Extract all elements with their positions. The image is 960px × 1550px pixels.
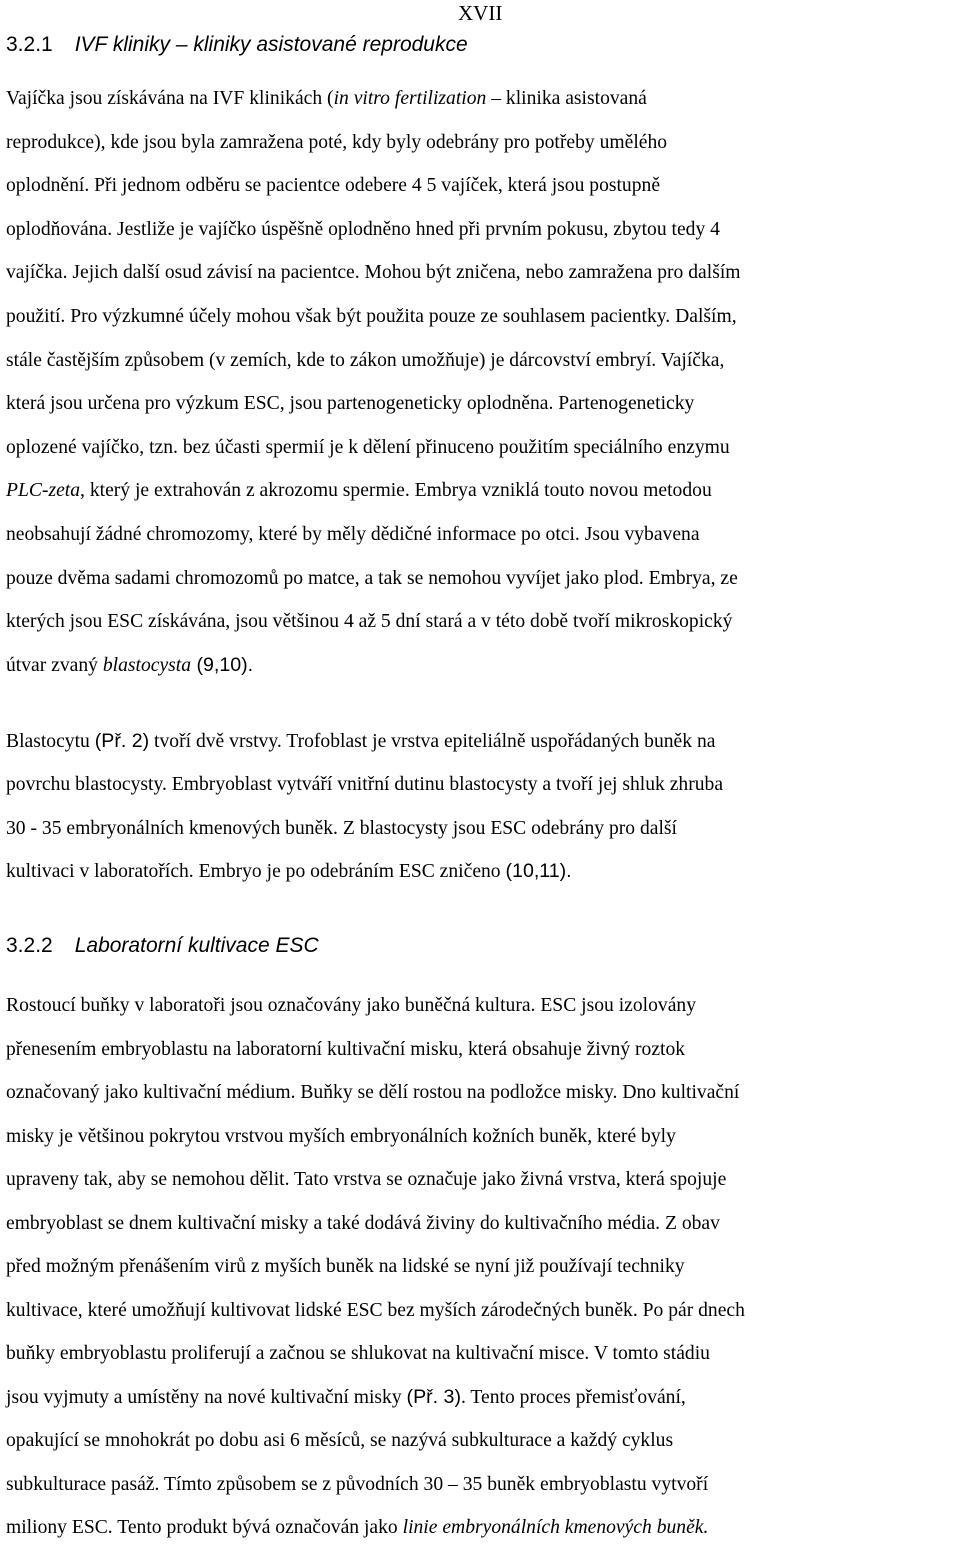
text-line: neobsahují žádné chromozomy, které by měly dědičné informace po otci. Jsou vybavena bbox=[6, 523, 700, 545]
section-title: Laboratorní kultivace ESC bbox=[74, 934, 319, 957]
text-line: subkulturace pasáž. Tímto způsobem se z původních 30 – 35 buněk embryoblastu vytvoří bbox=[6, 1473, 709, 1495]
text-line: miliony ESC. Tento produkt bývá označován jako linie embryonálních kmenových buněk. bbox=[6, 1517, 709, 1538]
text-line: útvar zvaný blastocysta (9,10). bbox=[6, 653, 254, 676]
citation: (9,10). bbox=[191, 653, 254, 676]
text-line: vajíčka. Jejich další osud závisí na pacientce. Mohou být zničena, nebo zamražena pro dalším bbox=[6, 262, 741, 284]
text-line: opakující se mnohokrát po dobu asi 6 měsíců, se nazývá subkulturace a každý cyklus bbox=[6, 1430, 674, 1451]
figure-reference: (Př. 3) bbox=[406, 1385, 461, 1408]
section-heading-3-2-2 bbox=[6, 933, 319, 959]
text-line: Rostoucí buňky v laboratoři jsou označovány jako buněčná kultura. ESC jsou izolovány bbox=[6, 995, 697, 1016]
text-line: pouze dvěma sadami chromozomů po matce, a tak se nemohou vyvíjet jako plod. Embrya, ze bbox=[6, 567, 738, 589]
text-line: jsou vyjmuty a umístěny na nové kultivační misky (Př. 3). Tento proces přemisťování, bbox=[6, 1385, 686, 1408]
text-line: přenesením embryoblastu na laboratorní kultivační misku, která obsahuje živný roztok bbox=[6, 1038, 686, 1060]
italic-term: blastocysta bbox=[102, 654, 192, 676]
text-line: použití. Pro výzkumné účely mohou však být použita pouze ze souhlasem pacientky. Dalším, bbox=[6, 305, 737, 327]
text-line: PLC-zeta, který je extrahován z akrozomu spermie. Embrya vzniklá touto novou metodou bbox=[6, 480, 712, 502]
text-line: stále častějším způsobem (v zemích, kde to zákon umožňuje) je dárcovství embryí. Vajíčka, bbox=[6, 349, 725, 371]
italic-term: linie embryonálních kmenových buněk. bbox=[402, 1517, 709, 1538]
text-line: oplozené vajíčko, tzn. bez účasti spermií je k dělení přinuceno použitím speciálního enzymu bbox=[6, 436, 730, 458]
text-line: embryoblast se dnem kultivační misky a také dodává živiny do kultivačního média. Z obav bbox=[6, 1212, 720, 1234]
text-line: povrchu blastocysty. Embryoblast vytváří vnitřní dutinu blastocysty a tvoří jej shluk zhruba bbox=[6, 774, 724, 796]
text-line: reprodukce), kde jsou byla zamražena poté, kdy byly odebrány pro potřeby umělého bbox=[6, 131, 668, 153]
citation: (10,11). bbox=[505, 859, 572, 882]
paragraph-ivf-clinics bbox=[6, 77, 956, 687]
paragraph-laboratory-cultivation bbox=[6, 984, 956, 1550]
text-line: 30 - 35 embryonálních kmenových buněk. Z blastocysty jsou ESC odebrány pro další bbox=[6, 817, 677, 839]
text-line: kterých jsou ESC získávána, jsou většinou 4 až 5 dní stará a v této době tvoří mikroskopický bbox=[6, 611, 733, 633]
paragraph-blastocyst bbox=[6, 720, 956, 893]
text-line: Vajíčka jsou získávána na IVF klinikách (in vitro fertilization – klinika asistovaná bbox=[6, 88, 647, 109]
text-line: oplodnění. Při jednom odběru se pacientce odebere 4 5 vajíček, která jsou postupně bbox=[6, 175, 661, 197]
section-title: IVF kliniky – kliniky asistované reprodukce bbox=[74, 33, 468, 56]
text-line: která jsou určena pro výzkum ESC, jsou partenogeneticky oplodněna. Partenogeneticky bbox=[6, 393, 695, 415]
page-number: XVII bbox=[458, 1, 503, 25]
text-line: oplodňována. Jestliže je vajíčko úspěšně oplodněno hned při prvním pokusu, zbytou tedy 4 bbox=[6, 218, 720, 240]
text-line: misky je většinou pokrytou vrstvou myších embryonálních kožních buněk, které byly bbox=[6, 1125, 676, 1147]
text-line: Blastocytu (Př. 2) tvoří dvě vrstvy. Trofoblast je vrstva epiteliálně uspořádaných buněk na bbox=[6, 730, 716, 752]
text-line: kultivaci v laboratořích. Embryo je po odebráním ESC zničeno (10,11). bbox=[6, 859, 572, 882]
section-number: 3.2.1 bbox=[6, 33, 53, 56]
section-number: 3.2.2 bbox=[6, 934, 53, 957]
text-line: označovaný jako kultivační médium. Buňky se dělí rostou na podložce misky. Dno kultivační bbox=[6, 1082, 740, 1103]
text-line: upraveny tak, aby se nemohou dělit. Tato vrstva se označuje jako živná vrstva, která spojuje bbox=[6, 1169, 727, 1190]
text-line: buňky embryoblastu proliferují a začnou se shlukovat na kultivační misce. V tomto stádiu bbox=[6, 1343, 710, 1364]
figure-reference: (Př. 2) bbox=[94, 730, 150, 752]
text-line: před možným přenášením virů z myších buněk na lidské se nyní již používají techniky bbox=[6, 1256, 685, 1277]
text-line: kultivace, které umožňují kultivovat lidské ESC bez myších zárodečných buněk. Po pár dnech bbox=[6, 1299, 745, 1321]
italic-term: PLC-zeta bbox=[6, 480, 81, 502]
italic-term: in vitro fertilization bbox=[333, 88, 487, 109]
section-heading-3-2-1 bbox=[6, 32, 468, 58]
